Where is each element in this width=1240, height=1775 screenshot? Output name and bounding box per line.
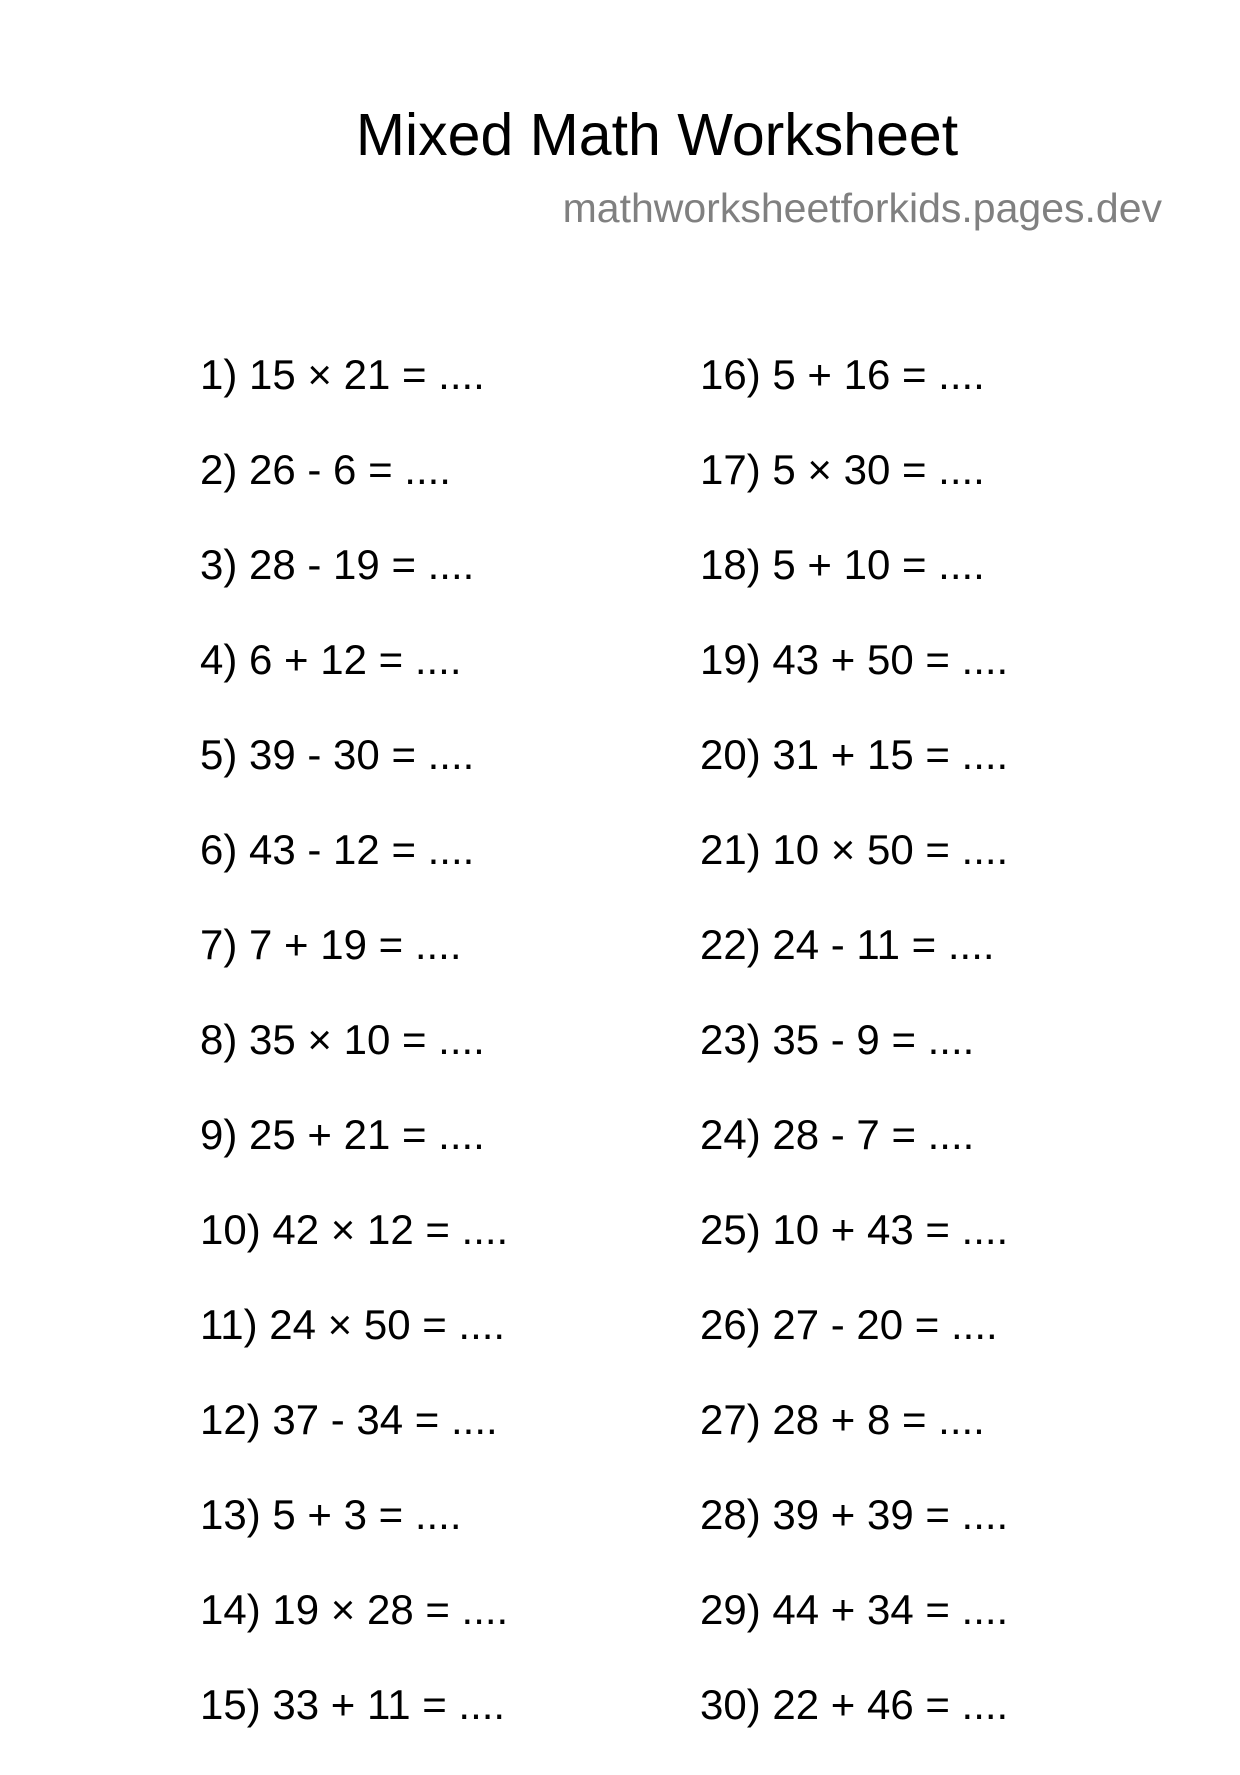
- problem-item: 14) 19 × 28 = ....: [200, 1586, 509, 1633]
- problem-item: 6) 43 - 12 = ....: [200, 826, 475, 873]
- problem-item: 29) 44 + 34 = ....: [700, 1586, 1009, 1633]
- problem-item: 26) 27 - 20 = ....: [700, 1301, 998, 1348]
- problem-item: 23) 35 - 9 = ....: [700, 1016, 975, 1063]
- problem-item: 13) 5 + 3 = ....: [200, 1491, 462, 1538]
- problem-item: 2) 26 - 6 = ....: [200, 446, 451, 493]
- problem-item: 15) 33 + 11 = ....: [200, 1681, 506, 1728]
- problem-item: 5) 39 - 30 = ....: [200, 731, 475, 778]
- problem-item: 22) 24 - 11 = ....: [700, 921, 995, 968]
- problem-item: 11) 24 × 50 = ....: [200, 1301, 506, 1348]
- worksheet-title: Mixed Math Worksheet: [355, 102, 959, 168]
- problem-item: 30) 22 + 46 = ....: [700, 1681, 1009, 1728]
- problem-item: 10) 42 × 12 = ....: [200, 1206, 509, 1253]
- problem-item: 25) 10 + 43 = ....: [700, 1206, 1009, 1253]
- problem-item: 19) 43 + 50 = ....: [700, 636, 1009, 683]
- problem-list-left: [200, 350, 508, 1775]
- problem-item: 9) 25 + 21 = ....: [200, 1111, 485, 1158]
- problem-item: 8) 35 × 10 = ....: [200, 1016, 485, 1063]
- problem-item: 4) 6 + 12 = ....: [200, 636, 462, 683]
- problem-item: 3) 28 - 19 = ....: [200, 541, 475, 588]
- problem-item: 1) 15 × 21 = ....: [200, 351, 485, 398]
- problem-item: 27) 28 + 8 = ....: [700, 1396, 985, 1443]
- problem-item: 12) 37 - 34 = ....: [200, 1396, 498, 1443]
- problem-item: 16) 5 + 16 = ....: [700, 351, 985, 398]
- problem-item: 20) 31 + 15 = ....: [700, 731, 1009, 778]
- source-url: mathworksheetforkids.pages.dev: [562, 185, 1162, 231]
- problem-item: 24) 28 - 7 = ....: [700, 1111, 975, 1158]
- problem-item: 21) 10 × 50 = ....: [700, 826, 1009, 873]
- problem-list-right: [700, 350, 1008, 1775]
- problem-item: 7) 7 + 19 = ....: [200, 921, 462, 968]
- problem-item: 17) 5 × 30 = ....: [700, 446, 985, 493]
- problem-item: 18) 5 + 10 = ....: [700, 541, 985, 588]
- problem-item: 28) 39 + 39 = ....: [700, 1491, 1009, 1538]
